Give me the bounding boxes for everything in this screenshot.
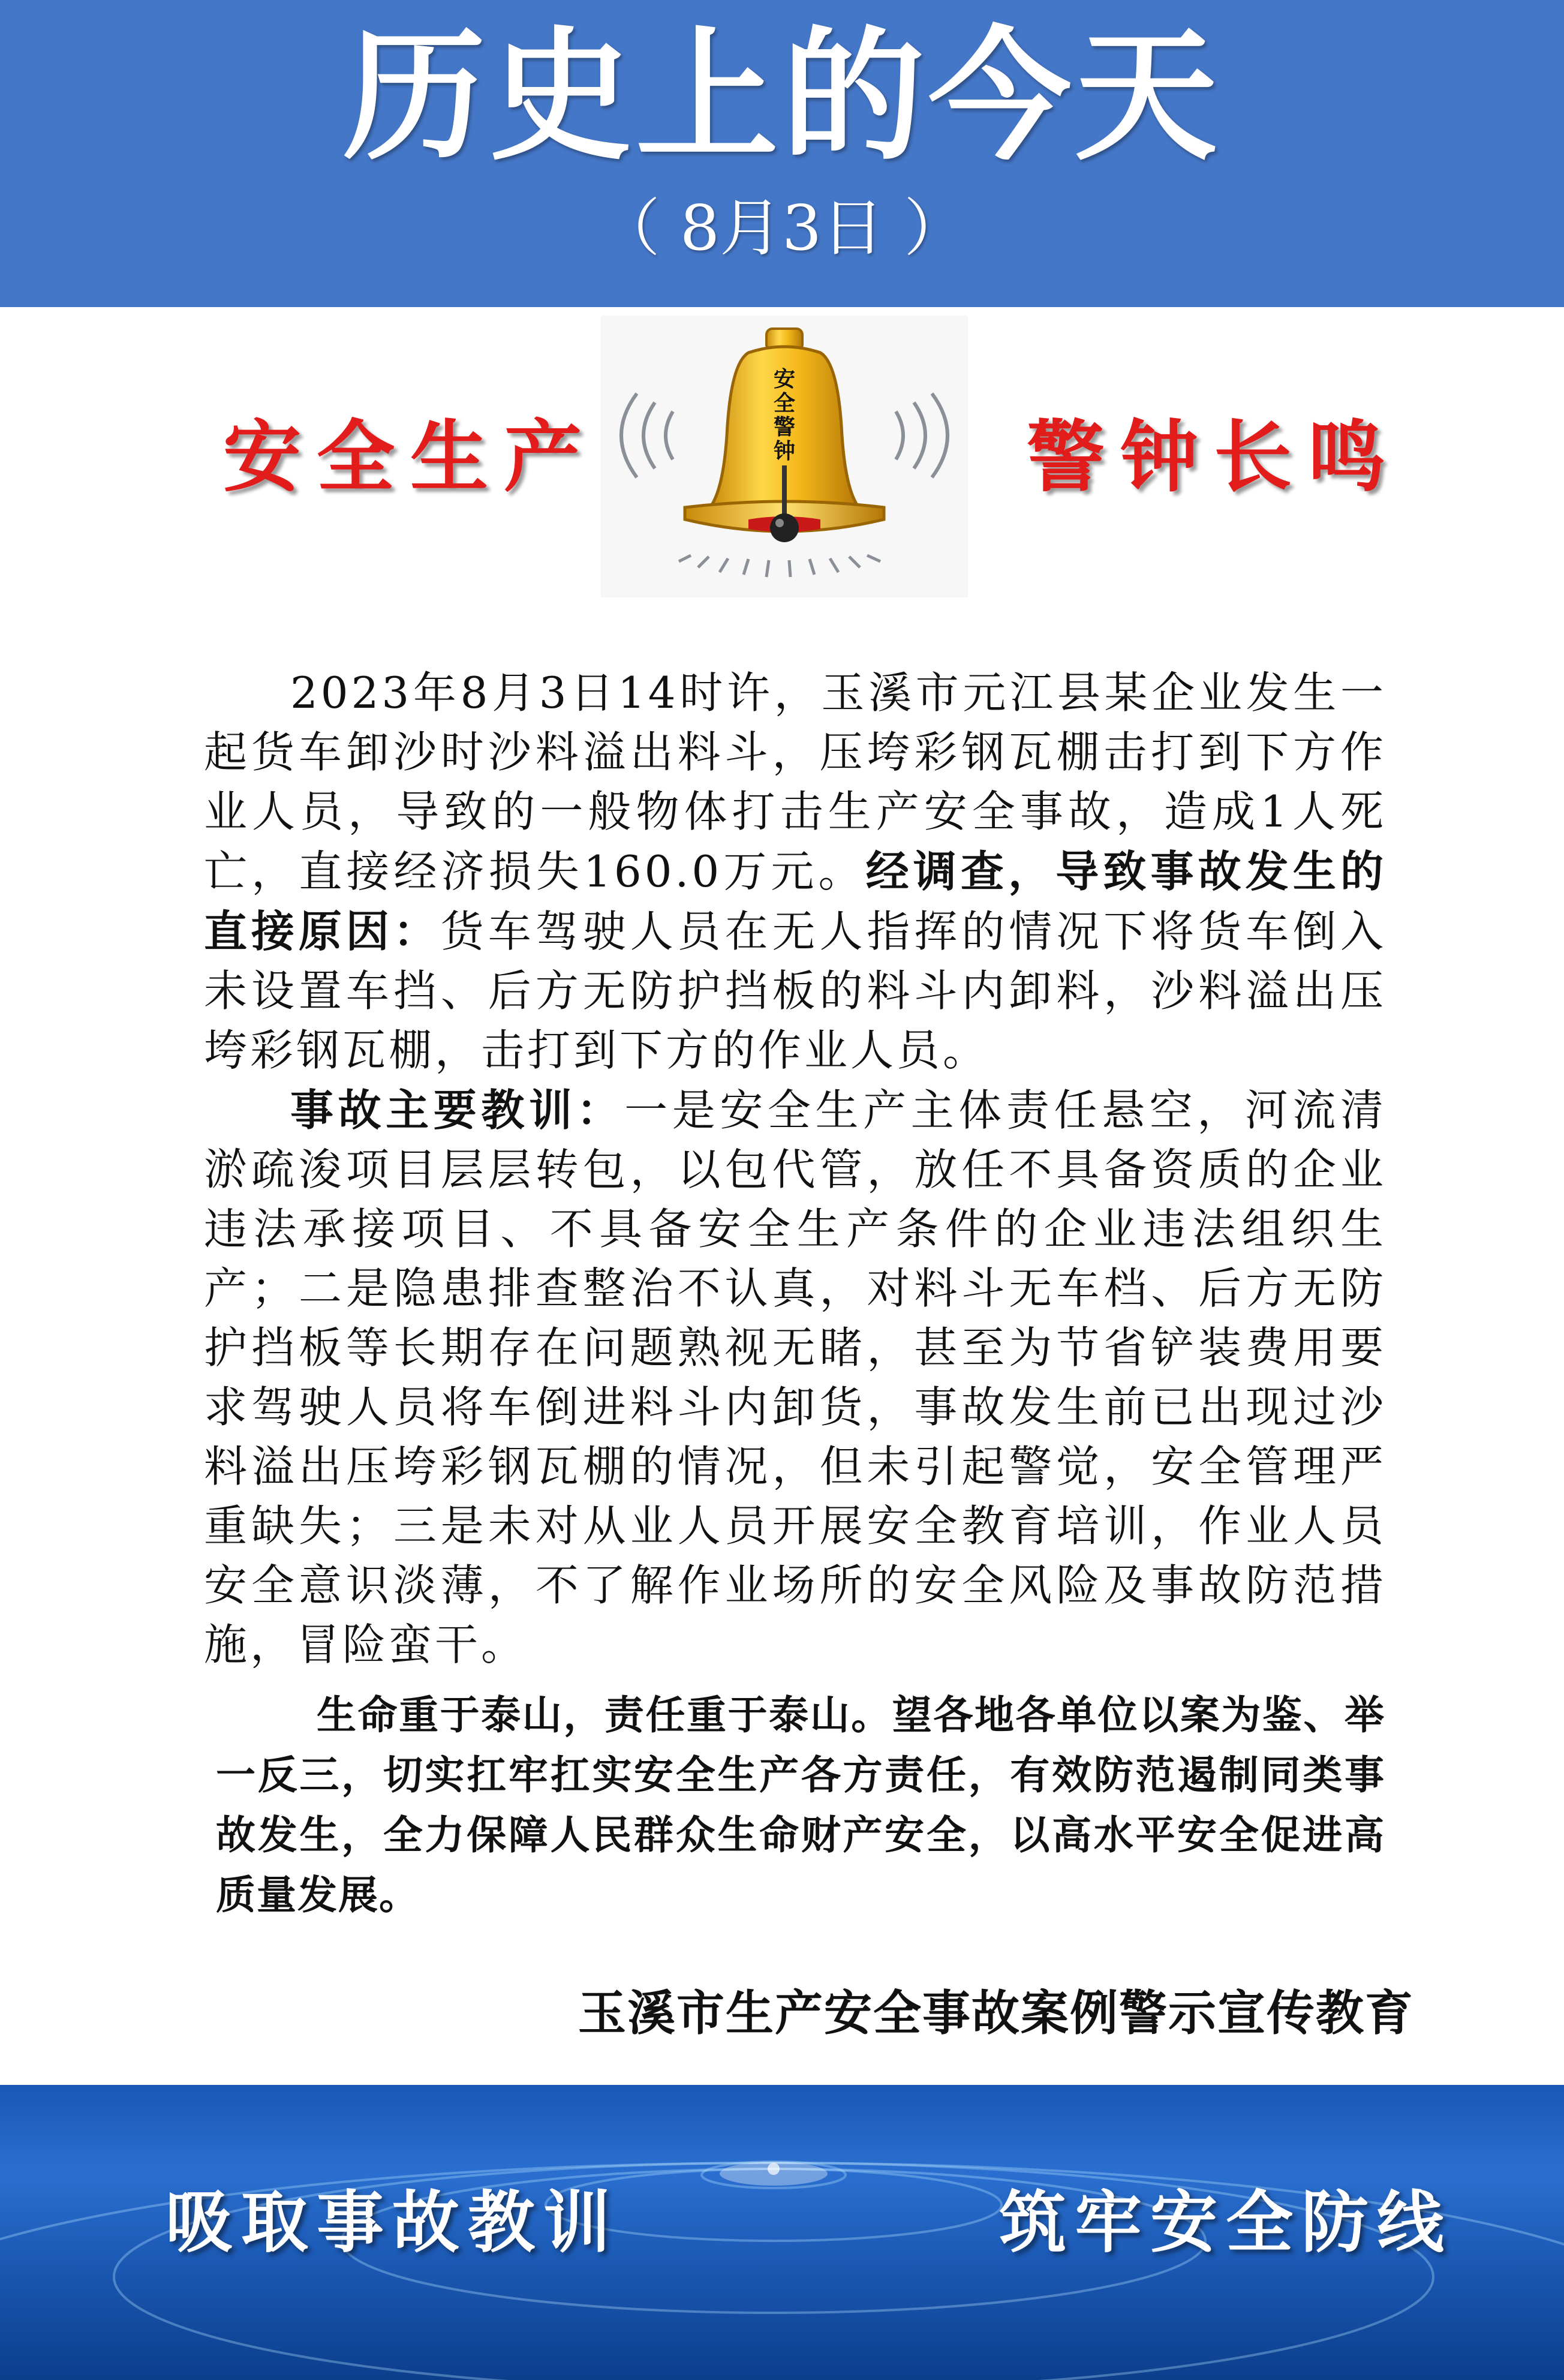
bell-text-1: 安: [773, 367, 796, 392]
para1-intro: 2023年8月3日14时许，玉溪市元江县某企业发生一起货车卸沙时沙料溢出料斗，压垮彩钢瓦棚击打到下方作业人员，导致的一般物体打击生产安全事故，造成1人死亡，直接经济损失160.0万元。: [204, 668, 1386, 897]
article-body: [204, 663, 1386, 1675]
header-banner: [0, 0, 1564, 307]
footer-slogan-right: 筑牢安全防线: [999, 2183, 1452, 2262]
page-title: 历史上的今天: [343, 13, 1221, 180]
para1-heading: 经调查，导致事故发生的直接原因：: [204, 846, 1386, 957]
signature: 玉溪市生产安全事故案例警示宣传教育: [578, 1985, 1414, 2041]
bell-text-2: 全: [773, 391, 796, 416]
footer-banner: [0, 2085, 1564, 2380]
slogan-left: 安全生产: [223, 411, 598, 503]
bell-text-4: 钟: [773, 439, 796, 464]
para1-cause: 货车驾驶人员在无人指挥的情况下将货车倒入未设置车挡、后方无防护挡板的料斗内卸料，沙料溢出压垮彩钢瓦棚，击打到下方的作业人员。: [204, 906, 1386, 1075]
paragraph-1: [204, 663, 1386, 1080]
bell-text-3: 警: [773, 415, 796, 440]
paragraph-2: [204, 1080, 1386, 1675]
para2-lessons: 一是安全生产主体责任悬空，河流清淤疏浚项目层层转包，以包代管，放任不具备资质的企业违法承接项目、不具备安全生产条件的企业违法组织生产；二是隐患排查整治不认真，对料斗无车档、后方无防护挡板等长期存在问题熟视无睹，甚至为节省铲装费用要求驾驶人员将车倒进料斗内卸货，事故发生前已出现过沙料溢出压垮彩钢瓦棚的情况，但未引起警觉，安全管理严重缺失；三是未对从业人员开展安全教育培训，作业人员安全意识淡薄，不了解作业场所的安全风险及事故防范措施，冒险蛮干。: [204, 1085, 1386, 1670]
closing-paragraph: 生命重于泰山，责任重于泰山。望各地各单位以案为鉴、举一反三，切实扛牢扛实安全生产各方责任，有效防范遏制同类事故发生，全力保障人民群众生命财产安全，以高水平安全促进高质量发展。: [216, 1692, 1385, 1918]
bell-icon: [601, 315, 968, 597]
slogan-right: 警钟长鸣: [1027, 411, 1401, 503]
para2-heading: 事故主要教训：: [290, 1084, 625, 1135]
page-date: （ 8月3日 ）: [597, 191, 967, 265]
footer-slogan-left: 吸取事故教训: [166, 2183, 619, 2262]
